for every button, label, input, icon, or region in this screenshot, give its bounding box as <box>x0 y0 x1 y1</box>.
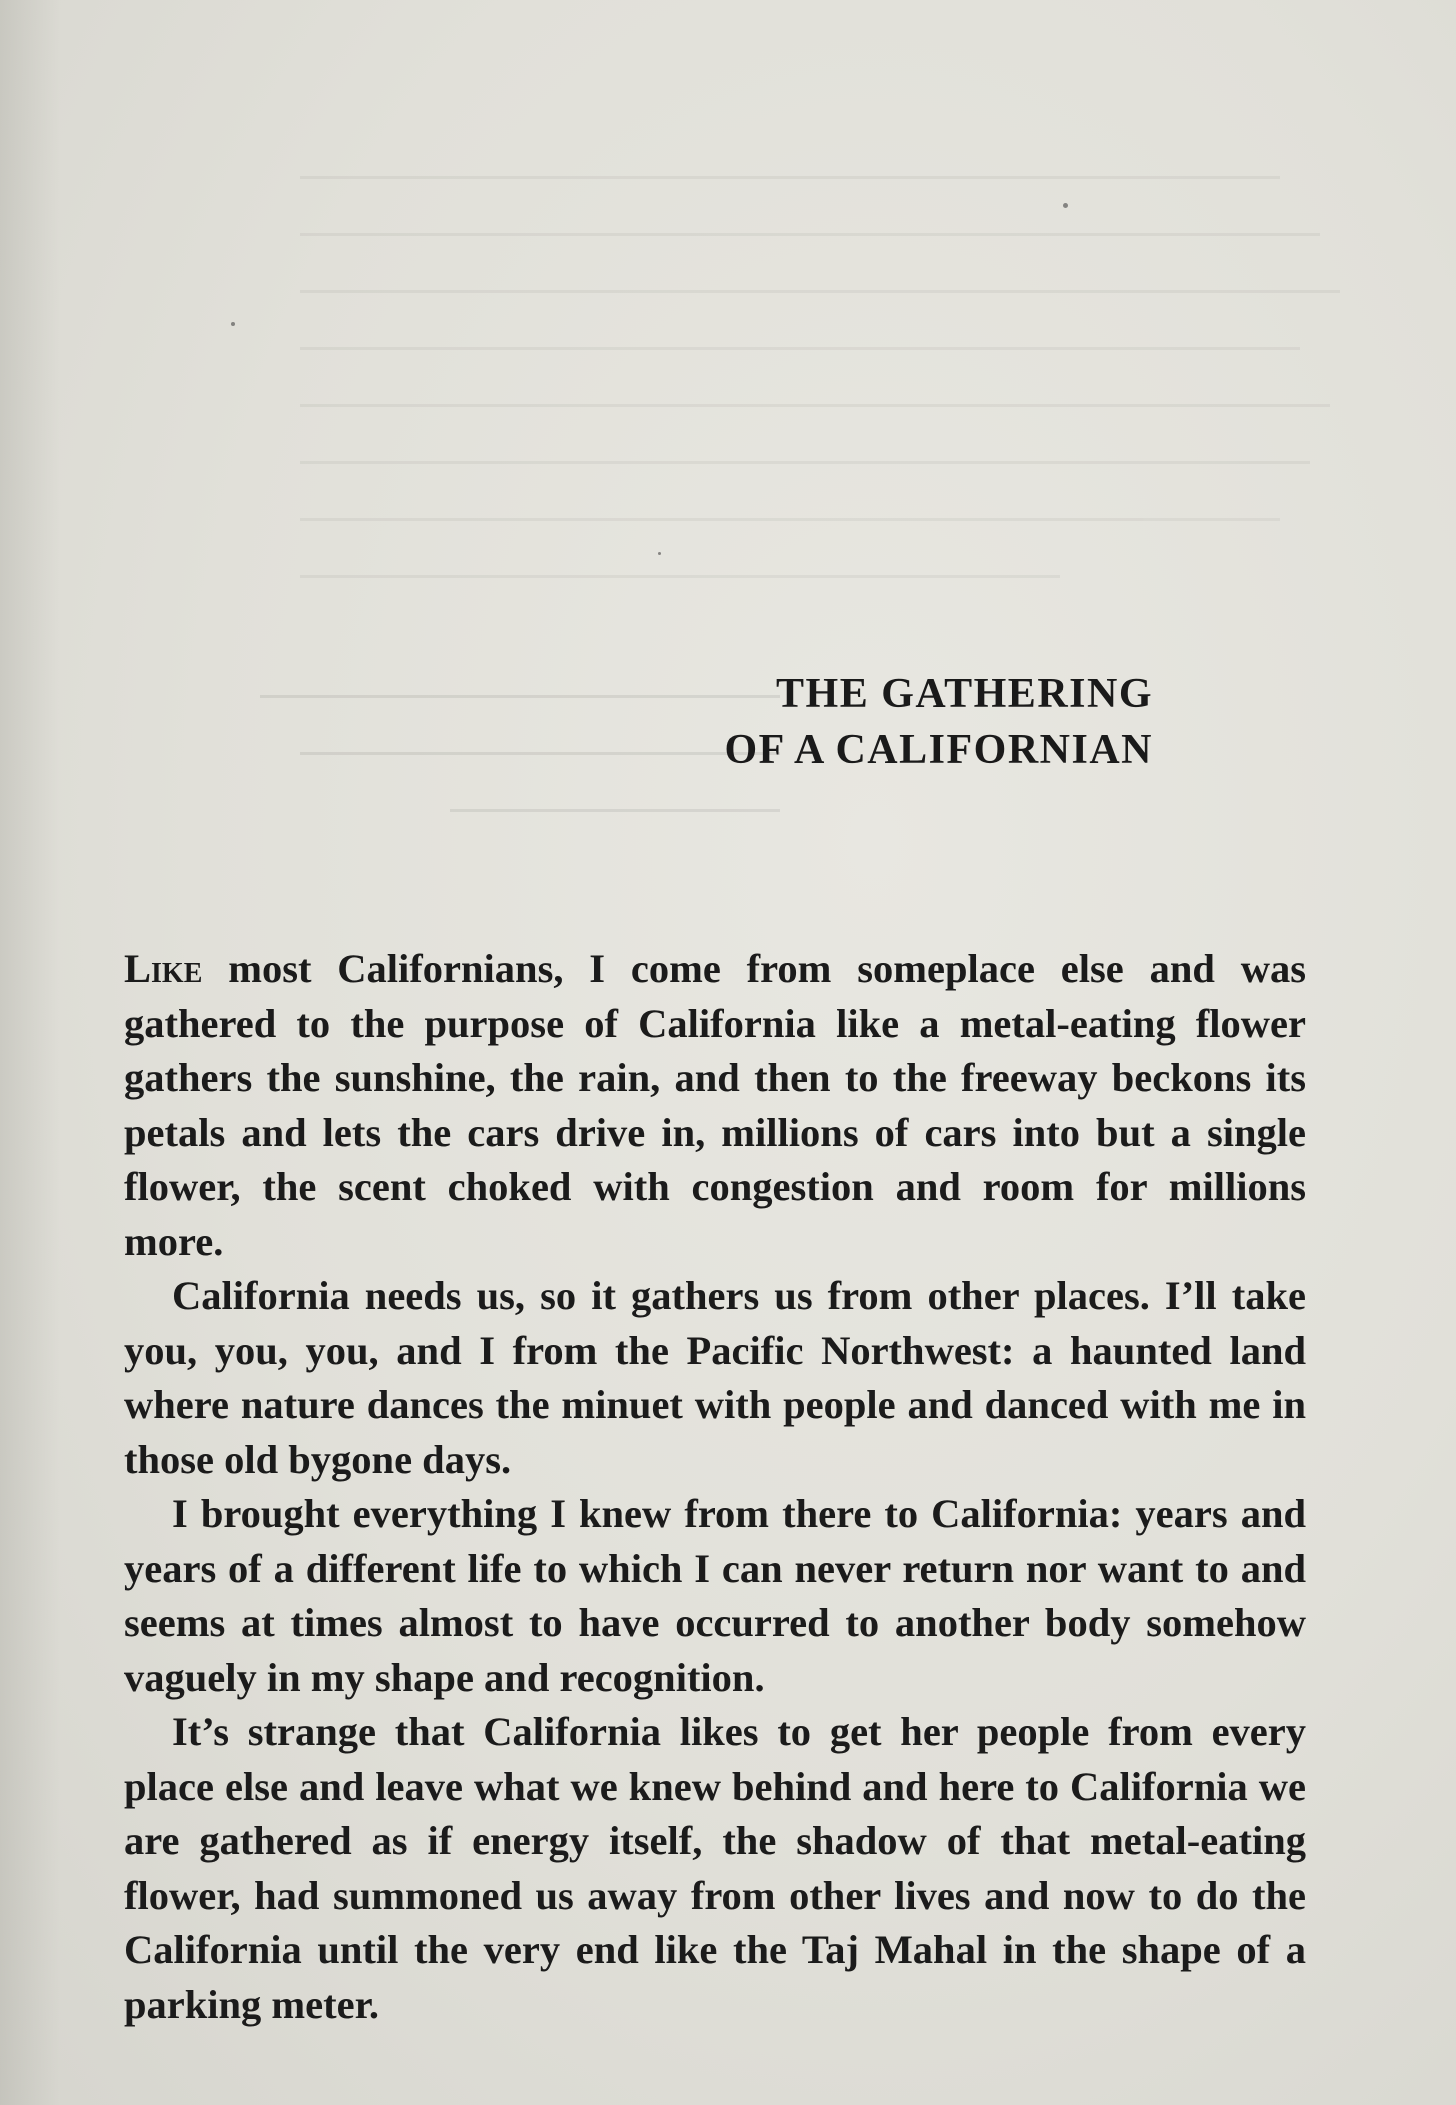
paper-speck <box>231 322 235 326</box>
chapter-title <box>725 666 1153 778</box>
chapter-title-line-1: THE GATHERING <box>776 671 1153 717</box>
chapter-body <box>124 942 1306 2032</box>
paragraph-2: California needs us, so it gathers us from other places. I’ll take you, you, you, and I from the Pacific Northwest: a haunted land where nature dances the minuet with people and danced with me in those old bygone days. <box>124 1273 1306 1482</box>
paper-speck <box>1063 203 1068 208</box>
show-through-texture <box>300 150 1340 578</box>
show-through-title <box>260 665 780 812</box>
chapter-title-line-2: OF A CALIFORNIAN <box>724 727 1153 773</box>
page-gutter-shadow <box>0 0 60 2105</box>
paragraph-1 <box>124 942 1306 1269</box>
paper-speck <box>658 552 661 555</box>
paragraph-4: It’s strange that California likes to get her people from every place else and leave what we knew behind and here to California we are gathered as if energy itself, the shadow of that metal-eating flower, had summoned us away from other lives and now to do the California until the very end like the Taj Mahal in the shape of a parking meter. <box>124 1709 1306 2027</box>
lead-word: Like <box>124 946 203 991</box>
paragraph-3: I brought everything I knew from there to California: years and years of a different life to which I can never return nor want to and seems at times almost to have occurred to another body somehow vaguely in my shape and recognition. <box>124 1491 1306 1700</box>
paragraph-1-text: most Californians, I come from someplace else and was gathered to the purpose of California like a metal-eating flower gathers the sunshine, the rain, and then to the freeway beckons its petals and lets the cars drive in, millions of cars into but a single flower, the scent choked with congestion and room for millions more. <box>124 946 1306 1264</box>
